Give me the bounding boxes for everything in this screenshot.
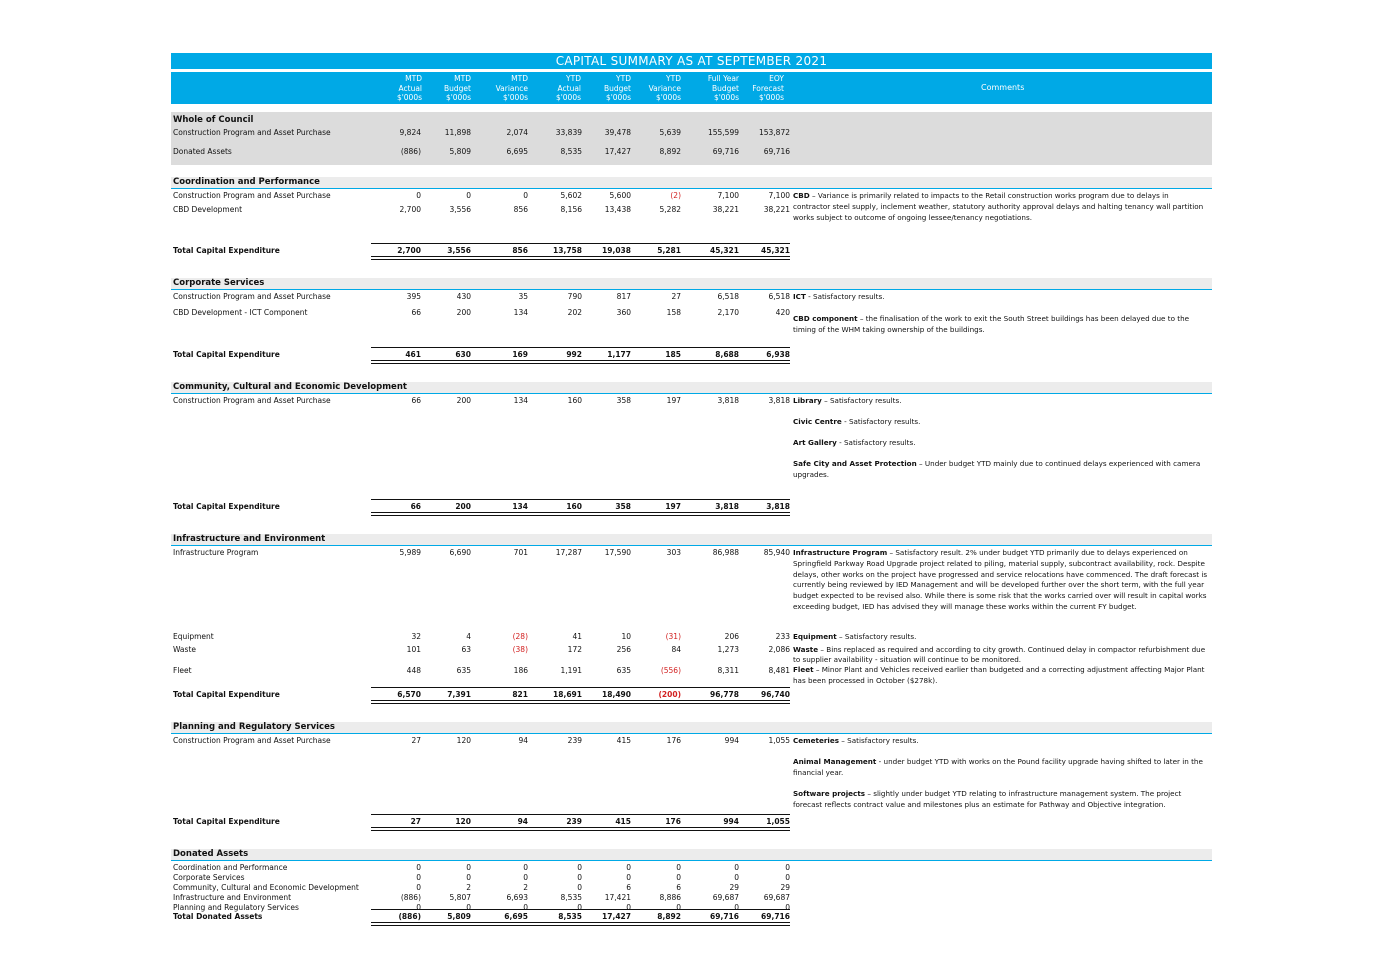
cell-value: 5,807 <box>449 893 471 902</box>
cell-value: 0 <box>523 903 528 912</box>
total-value: 8,688 <box>715 350 739 359</box>
cell-value: 635 <box>616 666 631 675</box>
cell-value: 2,074 <box>506 128 528 137</box>
total-top-rule <box>371 243 790 244</box>
cell-value: (886) <box>400 893 421 902</box>
whole-of-council-block <box>171 112 1212 165</box>
cell-value: 11,898 <box>444 128 471 137</box>
cell-value: 17,421 <box>604 893 631 902</box>
section-title: Infrastructure and Environment <box>173 534 326 544</box>
cell-value: 415 <box>616 736 631 745</box>
total-value: 197 <box>665 502 681 511</box>
section-corporate <box>171 278 1212 290</box>
cell-value: 0 <box>734 863 739 872</box>
cell-value: 6 <box>676 883 681 892</box>
total-value: (886) <box>398 912 421 921</box>
row-label: Donated Assets <box>173 147 232 156</box>
cell-value: 202 <box>567 308 582 317</box>
total-value: 169 <box>512 350 528 359</box>
cell-value: 38,221 <box>712 205 739 214</box>
cell-value: 7,100 <box>768 191 790 200</box>
total-value: 5,281 <box>657 246 681 255</box>
comment-animal-management: Animal Management - under budget YTD with works on the Pound facility upgrade having shifted to later in the financial year. <box>793 757 1203 777</box>
cell-value: 186 <box>513 666 528 675</box>
total-value: 1,177 <box>607 350 631 359</box>
section-planning <box>171 722 1212 734</box>
row-label: Corporate Services <box>173 873 245 882</box>
cell-value: 0 <box>416 883 421 892</box>
header-line: YTD <box>666 74 681 83</box>
cell-value: 69,687 <box>712 893 739 902</box>
cell-value: 2,170 <box>717 308 739 317</box>
total-value: 3,818 <box>715 502 739 511</box>
comment-ict: ICT - Satisfactory results. <box>793 292 885 301</box>
cell-value: 84 <box>671 645 681 654</box>
cell-value: 0 <box>676 863 681 872</box>
total-double-rule <box>371 256 790 260</box>
cell-value: 420 <box>775 308 790 317</box>
section-title: Planning and Regulatory Services <box>173 722 335 732</box>
comments-header: Comments <box>981 83 1025 92</box>
cell-value: 8,481 <box>768 666 790 675</box>
cell-value: 66 <box>411 308 421 317</box>
header-line: Budget <box>604 83 631 93</box>
header-line: Budget <box>712 83 739 93</box>
cell-value: (28) <box>512 632 528 641</box>
total-value: 8,535 <box>558 912 582 921</box>
total-value: 3,556 <box>447 246 471 255</box>
total-label: Total Donated Assets <box>173 912 263 921</box>
total-value: 1,055 <box>766 817 790 826</box>
total-label: Total Capital Expenditure <box>173 690 280 699</box>
cell-value: (38) <box>512 645 528 654</box>
cell-value: 790 <box>567 292 582 301</box>
cell-value: 85,940 <box>763 548 790 557</box>
section-title: Community, Cultural and Economic Development <box>173 382 407 392</box>
cell-value: 0 <box>523 873 528 882</box>
total-value: 461 <box>405 350 421 359</box>
total-double-rule <box>371 827 790 831</box>
total-value: 160 <box>566 502 582 511</box>
total-label: Total Capital Expenditure <box>173 350 280 359</box>
header-line: $'000s <box>445 93 471 102</box>
total-value: 45,321 <box>710 246 739 255</box>
cell-value: 17,427 <box>604 147 631 156</box>
cell-value: 6,518 <box>717 292 739 301</box>
total-top-rule <box>371 909 790 910</box>
comment-fleet: Fleet – Minor Plant and Vehicles received earlier than budgeted and a correcting adjustment affecting Major Plant has been processed in October ($278k). <box>793 665 1205 685</box>
comment-art-gallery: Art Gallery - Satisfactory results. <box>793 438 916 447</box>
total-value: 176 <box>665 817 681 826</box>
column-header-2 <box>411 74 471 103</box>
cell-value: 2 <box>523 883 528 892</box>
total-value: 6,695 <box>504 912 528 921</box>
total-value: 821 <box>512 690 528 699</box>
cell-value: 5,602 <box>560 191 582 200</box>
cell-value: 155,599 <box>707 128 739 137</box>
cell-value: 7,100 <box>717 191 739 200</box>
cell-value: (2) <box>670 191 681 200</box>
cell-value: 69,716 <box>763 147 790 156</box>
cell-value: 172 <box>567 645 582 654</box>
row-label: Planning and Regulatory Services <box>173 903 299 912</box>
total-value: (200) <box>658 690 681 699</box>
cell-value: 0 <box>416 191 421 200</box>
comment-software-projects: Software projects – slightly under budget YTD relating to infrastructure management system. The project forecast reflects contract value and milestones plus an estimate for Pathway and Objective integration. <box>793 789 1182 809</box>
cell-value: 33,839 <box>555 128 582 137</box>
cell-value: 233 <box>775 632 790 641</box>
cell-value: 2,086 <box>768 645 790 654</box>
row-label: Fleet <box>173 666 192 675</box>
total-label: Total Capital Expenditure <box>173 246 280 255</box>
cell-value: 0 <box>577 903 582 912</box>
cell-value: 0 <box>676 873 681 882</box>
section-title: Coordination and Performance <box>173 177 320 187</box>
total-label: Total Capital Expenditure <box>173 502 280 511</box>
header-line: MTD <box>511 74 528 83</box>
cell-value: 66 <box>411 396 421 405</box>
total-value: 94 <box>517 817 528 826</box>
cell-value: 1,055 <box>768 736 790 745</box>
comment-cemeteries: Cemeteries – Satisfactory results. <box>793 736 919 745</box>
cell-value: 86,988 <box>712 548 739 557</box>
comment-safe-city: Safe City and Asset Protection – Under budget YTD mainly due to continued delays experienced with camera upgrades. <box>793 459 1201 479</box>
cell-value: 8,535 <box>560 147 582 156</box>
column-header-3 <box>468 74 528 103</box>
cell-value: 0 <box>734 903 739 912</box>
cell-value: 5,989 <box>399 548 421 557</box>
total-value: 5,809 <box>447 912 471 921</box>
total-value: 994 <box>723 817 739 826</box>
total-value: 3,818 <box>766 502 790 511</box>
total-value: 6,570 <box>397 690 421 699</box>
cell-value: 0 <box>466 191 471 200</box>
cell-value: 9,824 <box>399 128 421 137</box>
cell-value: 27 <box>411 736 421 745</box>
cell-value: 817 <box>616 292 631 301</box>
cell-value: 256 <box>616 645 631 654</box>
total-value: 200 <box>455 502 471 511</box>
cell-value: 0 <box>785 903 790 912</box>
cell-value: 239 <box>567 736 582 745</box>
cell-value: 0 <box>466 903 471 912</box>
cell-value: 160 <box>567 396 582 405</box>
header-line: $'000s <box>655 93 681 102</box>
row-label: CBD Development - ICT Component <box>173 308 308 317</box>
cell-value: 0 <box>626 873 631 882</box>
cell-value: 0 <box>626 863 631 872</box>
total-value: 96,740 <box>761 690 790 699</box>
section-community <box>171 382 1212 394</box>
total-value: 18,490 <box>602 690 631 699</box>
cell-value: 35 <box>518 292 528 301</box>
cell-value: 41 <box>572 632 582 641</box>
total-value: 45,321 <box>761 246 790 255</box>
cell-value: 3,556 <box>449 205 471 214</box>
cell-value: 29 <box>729 883 739 892</box>
total-value: 7,391 <box>447 690 471 699</box>
total-value: 856 <box>512 246 528 255</box>
row-label: Infrastructure Program <box>173 548 259 557</box>
cell-value: 6,690 <box>449 548 471 557</box>
header-line: EOY <box>769 74 784 83</box>
header-line: YTD <box>616 74 631 83</box>
total-value: 630 <box>455 350 471 359</box>
cell-value: 0 <box>785 863 790 872</box>
cell-value: 200 <box>456 396 471 405</box>
cell-value: 69,716 <box>712 147 739 156</box>
cell-value: 8,886 <box>659 893 681 902</box>
cell-value: 856 <box>513 205 528 214</box>
header-line: YTD <box>566 74 581 83</box>
cell-value: 2,700 <box>399 205 421 214</box>
cell-value: 1,273 <box>717 645 739 654</box>
total-value: 19,038 <box>602 246 631 255</box>
cell-value: 430 <box>456 292 471 301</box>
total-value: 69,716 <box>761 912 790 921</box>
cell-value: 0 <box>577 873 582 882</box>
cell-value: 3,818 <box>768 396 790 405</box>
cell-value: 0 <box>416 873 421 882</box>
total-value: 17,427 <box>602 912 631 921</box>
cell-value: 29 <box>780 883 790 892</box>
cell-value: 101 <box>406 645 421 654</box>
cell-value: 0 <box>734 873 739 882</box>
cell-value: 39,478 <box>604 128 631 137</box>
cell-value: 701 <box>513 548 528 557</box>
cell-value: 120 <box>456 736 471 745</box>
cell-value: 360 <box>616 308 631 317</box>
section-title: Corporate Services <box>173 278 265 288</box>
total-top-rule <box>371 499 790 500</box>
comment-civic-centre: Civic Centre - Satisfactory results. <box>793 417 921 426</box>
section-donated-assets <box>171 849 1212 861</box>
row-label: Coordination and Performance <box>173 863 288 872</box>
comment-cbd: CBD – Variance is primarily related to impacts to the Retail construction works program due to delays in contractor steel supply, inclement weather, statutory authority approval delays and halting tenancy wall partition works subject to outcome of ongoing lessee/tenancy negotiations. <box>793 191 1204 222</box>
cell-value: 2 <box>466 883 471 892</box>
cell-value: 176 <box>666 736 681 745</box>
cell-value: 1,191 <box>560 666 582 675</box>
row-label: Construction Program and Asset Purchase <box>173 191 331 200</box>
comment-cbd-component: CBD component – the finalisation of the work to exit the South Street buildings has been delayed due to the timing of the WHM taking ownership of the buildings. <box>793 314 1190 334</box>
report-title: CAPITAL SUMMARY AS AT SEPTEMBER 2021 <box>171 53 1212 69</box>
cell-value: 134 <box>513 396 528 405</box>
cell-value: 0 <box>416 863 421 872</box>
total-value: 6,938 <box>766 350 790 359</box>
header-line: MTD <box>405 74 422 83</box>
cell-value: 27 <box>671 292 681 301</box>
cell-value: 0 <box>626 903 631 912</box>
header-line: Budget <box>444 83 471 93</box>
cell-value: 69,687 <box>763 893 790 902</box>
header-line: $'000s <box>396 93 422 102</box>
cell-value: 8,156 <box>560 205 582 214</box>
cell-value: 17,287 <box>555 548 582 557</box>
total-label: Total Capital Expenditure <box>173 817 280 826</box>
cell-value: 5,809 <box>449 147 471 156</box>
header-line: MTD <box>454 74 471 83</box>
row-label: Construction Program and Asset Purchase <box>173 396 331 405</box>
row-label: Equipment <box>173 632 214 641</box>
total-value: 2,700 <box>397 246 421 255</box>
row-label: Construction Program and Asset Purchase <box>173 292 331 301</box>
cell-value: 94 <box>518 736 528 745</box>
cell-value: 994 <box>724 736 739 745</box>
comment-waste: Waste – Bins replaced as required and according to city growth. Continued delay in compactor refurbishment due to supplier availability - situation will continue to be monitored. <box>793 645 1206 664</box>
cell-value: 206 <box>724 632 739 641</box>
comment-equipment: Equipment – Satisfactory results. <box>793 632 917 641</box>
total-value: 96,778 <box>710 690 739 699</box>
cell-value: 0 <box>676 903 681 912</box>
total-double-rule <box>371 360 790 364</box>
total-value: 66 <box>410 502 421 511</box>
header-line: Full Year <box>707 74 739 83</box>
cell-value: 153,872 <box>758 128 790 137</box>
row-label: Community, Cultural and Economic Development <box>173 883 359 892</box>
cell-value: 200 <box>456 308 471 317</box>
cell-value: 10 <box>621 632 631 641</box>
header-line: $'000s <box>713 93 739 102</box>
cell-value: 0 <box>523 863 528 872</box>
cell-value: 134 <box>513 308 528 317</box>
row-label: Infrastructure and Environment <box>173 893 292 902</box>
row-label: Waste <box>173 645 196 654</box>
cell-value: 8,892 <box>659 147 681 156</box>
cell-value: 358 <box>616 396 631 405</box>
header-line: Actual <box>398 83 422 93</box>
cell-value: 303 <box>666 548 681 557</box>
cell-value: (556) <box>660 666 681 675</box>
total-top-rule <box>371 814 790 815</box>
total-value: 120 <box>455 817 471 826</box>
total-value: 992 <box>566 350 582 359</box>
total-value: 358 <box>615 502 631 511</box>
whole-of-council-title: Whole of Council <box>173 115 254 125</box>
cell-value: 4 <box>466 632 471 641</box>
cell-value: 6 <box>626 883 631 892</box>
cell-value: 197 <box>666 396 681 405</box>
cell-value: (31) <box>665 632 681 641</box>
header-line: $'000s <box>605 93 631 102</box>
cell-value: 158 <box>666 308 681 317</box>
cell-value: 395 <box>406 292 421 301</box>
cell-value: 38,221 <box>763 205 790 214</box>
header-line: $'000s <box>758 93 784 102</box>
cell-value: 8,535 <box>560 893 582 902</box>
cell-value: 63 <box>461 645 471 654</box>
header-line: $'000s <box>502 93 528 102</box>
cell-value: 0 <box>523 191 528 200</box>
section-infrastructure <box>171 534 1212 546</box>
cell-value: 0 <box>466 873 471 882</box>
cell-value: 6,518 <box>768 292 790 301</box>
total-value: 27 <box>410 817 421 826</box>
cell-value: 3,818 <box>717 396 739 405</box>
total-double-rule <box>371 922 790 926</box>
total-value: 185 <box>665 350 681 359</box>
cell-value: 5,282 <box>659 205 681 214</box>
cell-value: 8,311 <box>717 666 739 675</box>
total-value: 18,691 <box>553 690 582 699</box>
section-coordination <box>171 177 1212 189</box>
cell-value: 635 <box>456 666 471 675</box>
total-double-rule <box>371 700 790 704</box>
header-line: Actual <box>557 83 581 93</box>
header-line: Variance <box>495 83 528 93</box>
column-header-6 <box>621 74 681 103</box>
cell-value: 0 <box>577 863 582 872</box>
cell-value: 448 <box>406 666 421 675</box>
total-value: 134 <box>512 502 528 511</box>
total-top-rule <box>371 687 790 688</box>
cell-value: 0 <box>577 883 582 892</box>
total-double-rule <box>371 512 790 516</box>
total-value: 239 <box>566 817 582 826</box>
cell-value: (886) <box>400 147 421 156</box>
cell-value: 13,438 <box>604 205 631 214</box>
cell-value: 5,639 <box>659 128 681 137</box>
cell-value: 32 <box>411 632 421 641</box>
total-value: 69,716 <box>710 912 739 921</box>
total-value: 415 <box>615 817 631 826</box>
cell-value: 6,695 <box>506 147 528 156</box>
column-header-8 <box>724 74 784 103</box>
cell-value: 0 <box>416 903 421 912</box>
column-header-bar <box>171 72 1212 104</box>
header-line: Variance <box>648 83 681 93</box>
row-label: Construction Program and Asset Purchase <box>173 736 331 745</box>
cell-value: 5,600 <box>609 191 631 200</box>
header-line: Forecast <box>752 83 784 93</box>
cell-value: 6,693 <box>506 893 528 902</box>
cell-value: 17,590 <box>604 548 631 557</box>
header-line: $'000s <box>555 93 581 102</box>
total-value: 8,892 <box>657 912 681 921</box>
section-title: Donated Assets <box>173 849 249 859</box>
comment-infrastructure-program: Infrastructure Program – Satisfactory result. 2% under budget YTD primarily due to delays experienced on Springfield Parkway Road Upgrade project related to piling, material supply, subcontract availability, rock. Despite delays, other works on the project have progressed and service relocations have commenced. The draft forecast is currently being reviewed by IED Management and will be developed further over the short term, with the full year budget expected to be revised also. While there is some risk that the works carried over will result in capital works exceeding budget, IED has advised they will manage these works within the current FY budget. <box>793 548 1208 611</box>
cell-value: 0 <box>466 863 471 872</box>
comment-library: Library – Satisfactory results. <box>793 396 902 405</box>
row-label: Construction Program and Asset Purchase <box>173 128 331 137</box>
row-label: CBD Development <box>173 205 243 214</box>
total-top-rule <box>371 347 790 348</box>
total-value: 13,758 <box>553 246 582 255</box>
cell-value: 0 <box>785 873 790 882</box>
